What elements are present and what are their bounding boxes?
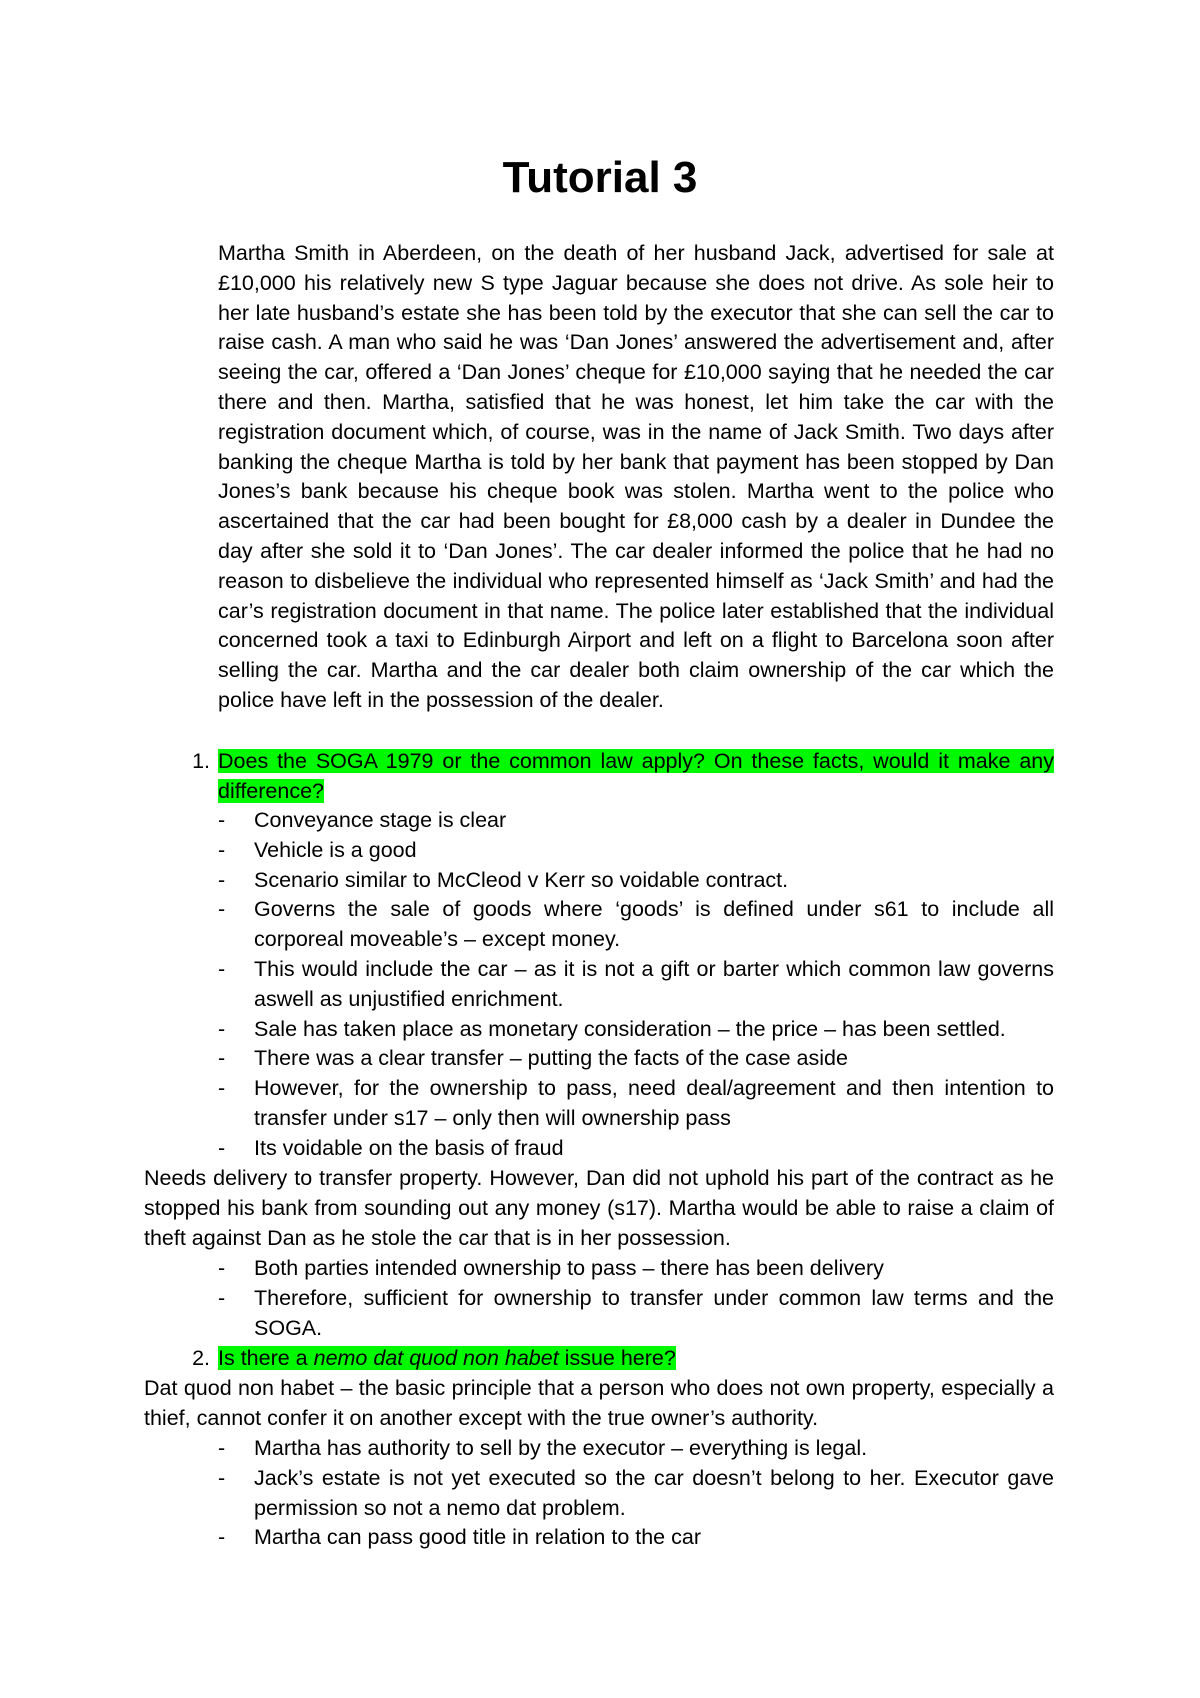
dash-marker: -: [218, 1436, 226, 1460]
list-item: [218, 1134, 1054, 1164]
dash-marker: -: [218, 1525, 226, 1550]
list-item-text: Martha has authority to sell by the executor – everything is legal.: [254, 1436, 868, 1460]
list-item: [218, 1254, 1054, 1284]
list-item-text: Jack’s estate is not yet executed so the car doesn’t belong to her. Executor gave permission so not a nemo dat problem.: [254, 1465, 1054, 1520]
list-item-text: Therefore, sufficient for ownership to transfer under common law terms and the SOGA.: [254, 1285, 1054, 1340]
question-1-bullets: [218, 806, 1054, 1164]
question-2-number: 2.: [192, 1346, 210, 1370]
dash-marker: -: [218, 1256, 226, 1280]
question-1-bullets-2: [218, 1254, 1054, 1343]
question-2-text-italic: nemo dat quod non habet: [313, 1346, 559, 1370]
dash-marker: -: [218, 808, 226, 832]
list-item: [218, 1015, 1054, 1045]
list-item: [218, 1284, 1054, 1344]
dash-marker: -: [218, 1465, 226, 1490]
list-item-text: Martha can pass good title in relation to the car: [254, 1525, 701, 1550]
list-item: [218, 1074, 1054, 1134]
list-item-text: However, for the ownership to pass, need deal/agreement and then intention to transfer under s17 – only then will ownership pass: [254, 1076, 1054, 1130]
list-item: [218, 866, 1054, 896]
question-2-paragraph: Dat quod non habet – the basic principle that a person who does not own property, especially a thief, cannot confer it on another except with the true owner’s authority.: [144, 1376, 1054, 1430]
dash-marker: -: [218, 1285, 226, 1310]
question-1: [192, 747, 1054, 807]
list-item-text: This would include the car – as it is not a gift or barter which common law governs aswell as unjustified enrichment.: [254, 956, 1054, 1011]
list-item: [218, 1464, 1054, 1524]
dash-marker: -: [218, 867, 226, 892]
question-2-text-end: issue here?: [558, 1346, 676, 1370]
question-2-text-start: Is there a: [218, 1346, 314, 1370]
list-item-text: Scenario similar to McCleod v Kerr so voidable contract.: [254, 867, 789, 892]
question-1-paragraph: Needs delivery to transfer property. However, Dan did not uphold his part of the contract as he stopped his bank from sounding out any money (s17). Martha would be able to raise a claim of theft against Dan as he stole the car that is in her possession.: [144, 1166, 1054, 1250]
list-item-text: Its voidable on the basis of fraud: [254, 1135, 564, 1160]
list-item-text: Sale has taken place as monetary consideration – the price – has been settled.: [254, 1016, 1006, 1041]
question-1-number: 1.: [192, 749, 210, 773]
dash-marker: -: [218, 837, 226, 862]
list-item: [218, 806, 1054, 836]
question-1-text: Does the SOGA 1979 or the common law apply? On these facts, would it make any difference?: [218, 749, 1054, 803]
list-item: [218, 1044, 1054, 1074]
list-item: [218, 955, 1054, 1015]
dash-marker: -: [218, 1135, 226, 1160]
list-item-text: Both parties intended ownership to pass – there has been delivery: [254, 1256, 884, 1280]
list-item: [218, 836, 1054, 866]
list-item-text: Vehicle is a good: [254, 837, 417, 862]
question-2-text: [218, 1346, 676, 1370]
list-item: [218, 1523, 1054, 1553]
question-2-bullets: [218, 1434, 1054, 1553]
dash-marker: -: [218, 1016, 226, 1041]
page-title: Tutorial 3: [502, 153, 698, 202]
dash-marker: -: [218, 897, 226, 922]
list-item-text: Conveyance stage is clear: [254, 808, 507, 832]
question-2: [192, 1344, 1054, 1374]
scenario-paragraph: Martha Smith in Aberdeen, on the death of her husband Jack, advertised for sale at £10,000 his relatively new S type Jaguar because she does not drive. As sole heir to her late husband’s estate she has been told by the executor that she can sell the car to raise cash. A man who said he was ‘Dan Jones’ answered the advertisement and, after seeing the car, offered a ‘Dan Jones’ cheque for £10,000 saying that he needed the car there and then. Martha, satisfied that he was honest, let him take the car with the registration document which, of course, was in the name of Jack Smith. Two days after banking the cheque Martha is told by her bank that payment has been stopped by Dan Jones’s bank because his cheque book was stolen. Martha went to the police who ascertained that the car had been bought for £8,000 cash by a dealer in Dundee the day after she sold it to ‘Dan Jones’. The car dealer informed the police that he had no reason to disbelieve the individual who represented himself as ‘Jack Smith’ and had the car’s registration document in that name. The police later established that the individual concerned took a taxi to Edinburgh Airport and left on a flight to Barcelona soon after selling the car. Martha and the car dealer both claim ownership of the car which the police have left in the possession of the dealer.: [218, 241, 1054, 712]
list-item-text: There was a clear transfer – putting the facts of the case aside: [254, 1046, 848, 1071]
dash-marker: -: [218, 956, 226, 981]
list-item: [218, 1434, 1054, 1464]
dash-marker: -: [218, 1046, 226, 1071]
list-item: [218, 895, 1054, 955]
dash-marker: -: [218, 1076, 226, 1101]
list-item-text: Governs the sale of goods where ‘goods’ is defined under s61 to include all corporeal moveable’s – except money.: [254, 897, 1054, 952]
